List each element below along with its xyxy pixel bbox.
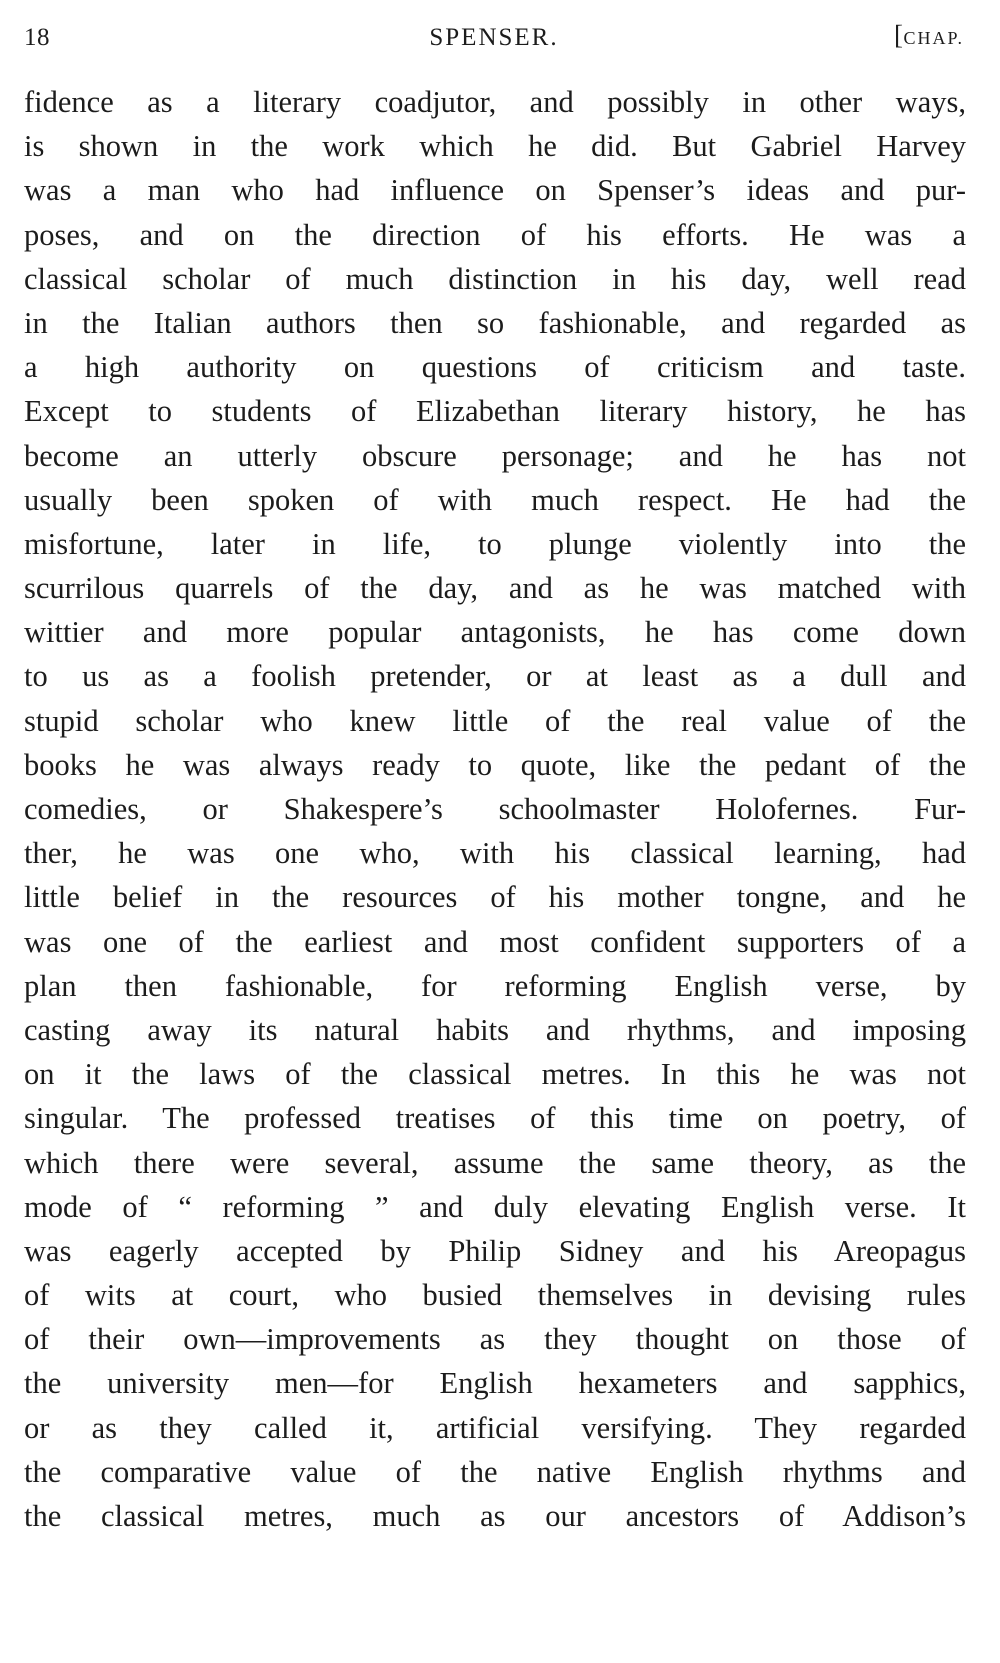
text-line: scurrilous quarrels of the day, and as he was matched with	[24, 571, 966, 606]
text-line: to us as a foolish pretender, or at least as a dull and	[24, 659, 966, 694]
text-line: was a man who had influence on Spenser’s ideas and pur-	[24, 173, 966, 208]
text-line: wittier and more popular antagonists, he has come down	[24, 615, 966, 650]
text-line: usually been spoken of with much respect. He had the	[24, 482, 966, 517]
text-line: Except to students of Elizabethan literary history, he has	[24, 394, 966, 429]
text-line: mode of “ reforming ” and duly elevating English verse. It	[24, 1189, 966, 1224]
text-line: singular. The professed treatises of this time on poetry, of	[24, 1101, 966, 1136]
text-line: plan then fashionable, for reforming English verse, by	[24, 968, 966, 1003]
text-line: poses, and on the direction of his efforts. He was a	[24, 217, 966, 252]
running-title: SPENSER.	[429, 24, 559, 51]
text-line: the university men—for English hexameters and sapphics,	[24, 1366, 966, 1401]
text-line: become an utterly obscure personage; and he has not	[24, 438, 966, 473]
text-line: classical scholar of much distinction in his day, well read	[24, 261, 966, 296]
text-line: on it the laws of the classical metres. In this he was not	[24, 1057, 966, 1092]
text-line: in the Italian authors then so fashionable, and regarded as	[24, 305, 966, 340]
text-line: a high authority on questions of criticism and taste.	[24, 350, 966, 385]
text-line: is shown in the work which he did. But Gabriel Harvey	[24, 129, 966, 164]
text-line: the comparative value of the native English rhythms and	[24, 1454, 966, 1489]
body-text	[24, 80, 966, 1538]
text-line: stupid scholar who knew little of the real value of the	[24, 703, 966, 738]
chapter-bracket: [	[893, 20, 904, 50]
text-line: little belief in the resources of his mother tongne, and he	[24, 880, 966, 915]
text-line: of their own—improvements as they thought on those of	[24, 1322, 966, 1357]
text-line: books he was always ready to quote, like the pedant of the	[24, 747, 966, 782]
text-line: of wits at court, who busied themselves in devising rules	[24, 1278, 966, 1313]
text-line: the classical metres, much as our ancestors of Addison’s	[24, 1499, 966, 1533]
text-line: casting away its natural habits and rhythms, and imposing	[24, 1012, 966, 1047]
text-line: which there were several, assume the same theory, as the	[24, 1145, 966, 1180]
text-line: was one of the earliest and most confident supporters of a	[24, 924, 966, 959]
text-line: was eagerly accepted by Philip Sidney and his Areopagus	[24, 1233, 966, 1268]
text-line: comedies, or Shakespere’s schoolmaster Holofernes. Fur-	[24, 792, 966, 826]
running-head	[24, 20, 964, 60]
text-line: or as they called it, artificial versifying. They regarded	[24, 1410, 966, 1445]
text-line: fidence as a literary coadjutor, and possibly in other ways,	[24, 85, 966, 119]
page-number: 18	[24, 24, 50, 51]
chapter-mark	[894, 20, 964, 51]
chapter-label: CHAP.	[903, 28, 964, 48]
text-line: ther, he was one who, with his classical learning, had	[24, 836, 966, 871]
text-line: misfortune, later in life, to plunge violently into the	[24, 526, 966, 561]
